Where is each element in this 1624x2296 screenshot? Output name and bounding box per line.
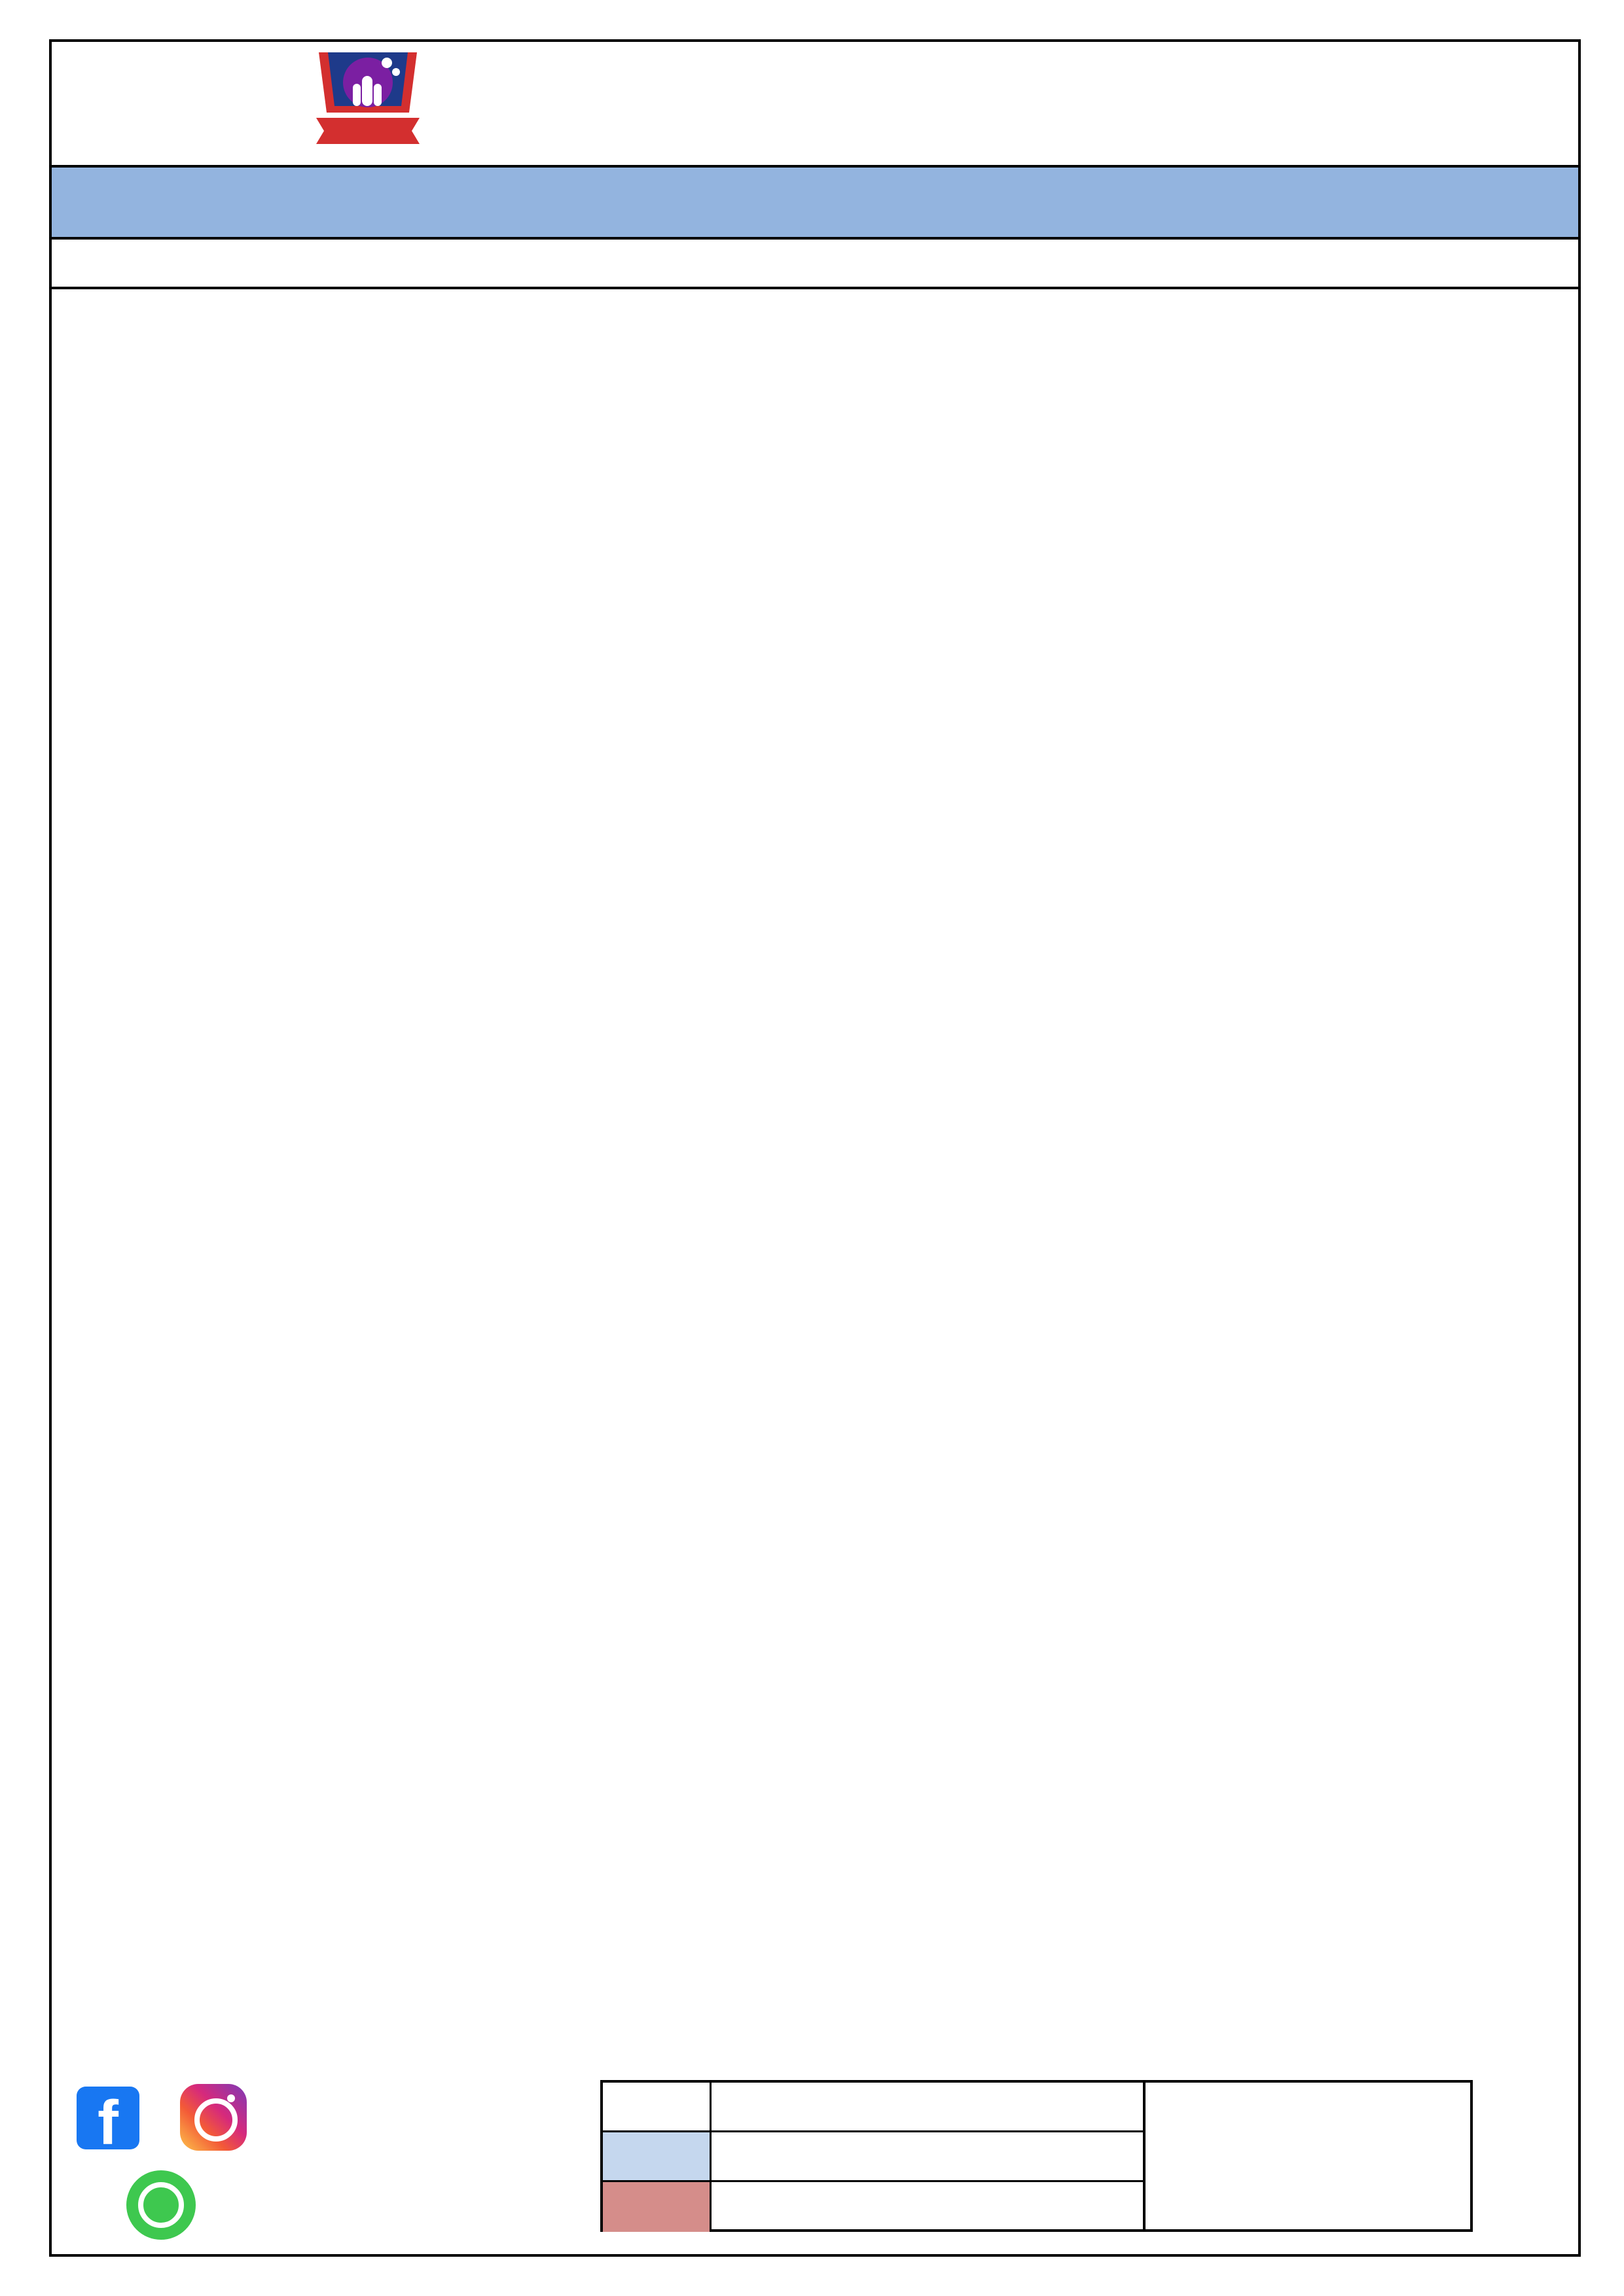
legend-key-red (603, 2182, 712, 2232)
dacos-logo-icon (314, 50, 422, 154)
header (52, 42, 1578, 168)
legend-row-limited (603, 2132, 1143, 2182)
schedule-sheet (49, 39, 1581, 2257)
weekday-header (52, 240, 1578, 289)
footer (52, 2055, 1578, 2254)
facebook-icon[interactable]: f (77, 2087, 139, 2149)
legend-text (712, 2182, 1143, 2232)
league-note (1146, 2080, 1473, 2232)
legend-text (712, 2083, 1143, 2130)
legend-key-blue (603, 2132, 712, 2180)
legend-table (600, 2080, 1146, 2232)
whatsapp-icon[interactable] (126, 2170, 196, 2240)
month-title (52, 168, 1578, 240)
instagram-icon[interactable] (180, 2084, 247, 2151)
legend-text (712, 2132, 1143, 2180)
legend-row-available (603, 2083, 1143, 2132)
legend-row-unavailable (603, 2182, 1143, 2232)
legend-key-blank (603, 2083, 712, 2130)
